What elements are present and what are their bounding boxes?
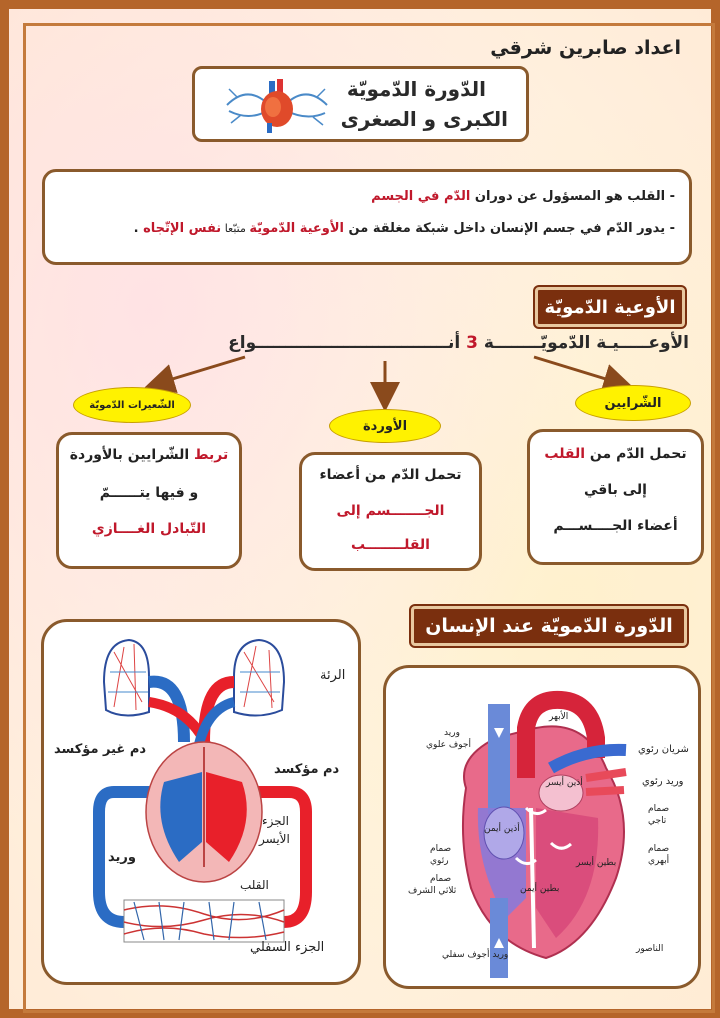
title-line-2: الكبرى و الصغرى xyxy=(340,107,508,131)
label-mitral-1: صمام xyxy=(648,804,670,814)
circulation-diagram-card xyxy=(41,619,361,985)
capillary-bed-icon xyxy=(124,900,284,942)
label-septum: الناصور xyxy=(636,944,664,954)
label-capillaries: الشّعيرات الدّمويّة xyxy=(73,387,191,423)
veins-line-2: الجـــــــسم إلى xyxy=(336,503,445,519)
arteries-line-1-highlight: القلب xyxy=(544,446,586,462)
label-arteries: الشّرايين xyxy=(575,385,691,421)
label-lungs: الرئة xyxy=(320,668,346,683)
label-aorta: الأبهر xyxy=(549,712,569,722)
veins-line-1: تحمل الدّم من أعضاء xyxy=(319,467,462,483)
label-pulmonary-valve-2: رئوي xyxy=(430,856,449,866)
label-aortic-1: صمام xyxy=(648,844,670,854)
label-svc-1: وريد xyxy=(444,728,460,738)
label-pulmonary-valve-1: صمام xyxy=(430,844,452,854)
circulation-diagram xyxy=(44,622,361,985)
heart-thumbnail-icon xyxy=(217,75,337,137)
label-left-part-2: الأيسر xyxy=(259,832,290,846)
label-pulmonary-vein: وريد رئوي xyxy=(642,776,684,787)
arteries-line-2: إلى باقي xyxy=(584,482,647,498)
capillaries-line-2: و فيها يتــــــمّ xyxy=(99,485,199,501)
capillaries-line-1 xyxy=(59,447,239,463)
types-prefix: الأوعـــــيـة الدّمويّــــــــة xyxy=(477,333,689,353)
card-veins xyxy=(299,452,482,571)
section-tag-vessels: الأوعية الدّمويّة xyxy=(535,287,685,327)
card-capillaries xyxy=(56,432,242,569)
capillaries-line-1-text: الشّرايين بالأوردة xyxy=(69,447,195,463)
types-suffix: أنـــــــــــــــــــــــــــــــــواع xyxy=(228,333,467,353)
arteries-line-3-text: أعضاء الجــــســـم xyxy=(553,518,678,534)
types-count: 3 xyxy=(466,333,478,353)
arteries-line-3 xyxy=(530,518,701,534)
label-pulmonary-artery: شريان رئوي xyxy=(638,744,689,755)
label-svc-2: أجوف علوي xyxy=(426,740,471,750)
label-oxygenated: دم مؤكسد xyxy=(274,762,340,777)
intro-line-2-end: . xyxy=(133,221,144,236)
label-ivc: وريد أجوف سفلي xyxy=(442,950,509,960)
label-right-atrium: أذين أيمن xyxy=(484,824,520,834)
intro-line-1 xyxy=(59,182,675,212)
capillaries-line-3: التّبادل الغــــازي xyxy=(91,521,207,537)
intro-line-1-text: - القلب هو المسؤول عن دوران xyxy=(470,189,675,204)
arteries-line-1-text: تحمل الدّم من xyxy=(585,446,687,462)
label-right-ventricle: بطين أيمن xyxy=(520,884,560,894)
heart-anatomy-icon xyxy=(463,700,626,978)
label-left-atrium: أذين أيسر xyxy=(546,778,583,788)
label-heart: القلب xyxy=(240,878,269,892)
label-left-part-1: الجزء xyxy=(262,814,289,828)
label-left-ventricle: بطين أيسر xyxy=(576,858,617,868)
heart-anatomy-diagram xyxy=(386,668,701,989)
card-arteries xyxy=(527,429,704,565)
intro-line-2 xyxy=(59,214,675,244)
intro-line-2-connector: متبّعا xyxy=(221,222,250,235)
section-tag-circulation: الدّورة الدّمويّة عند الإنسان xyxy=(411,606,687,646)
intro-line-1-highlight: الدّم في الجسم xyxy=(371,189,471,204)
label-tricuspid-2: ثلاثي الشرف xyxy=(408,886,457,896)
heart-diagram-card xyxy=(383,665,701,989)
label-lower-part: الجزء السفلي xyxy=(250,940,325,955)
author-credit: اعداد صابرين شرقي xyxy=(490,37,681,59)
title-box xyxy=(192,66,529,142)
capillaries-line-1-highlight: تربط xyxy=(194,447,229,463)
intro-line-2-highlight-direction: نفس الإتّجاه xyxy=(143,221,222,236)
lungs-icon xyxy=(104,640,284,716)
veins-line-3: القلــــــــب xyxy=(351,537,430,553)
label-vein: وريد xyxy=(108,850,136,865)
intro-line-2-highlight-vessels: الأوعية الدّمويّة xyxy=(249,221,345,236)
intro-box xyxy=(42,169,692,265)
arteries-line-1 xyxy=(530,446,701,462)
intro-line-2-text: - يدور الدّم في جسم الإنسان داخل شبكة مغلقة من xyxy=(344,221,675,236)
label-deoxygenated: دم غير مؤكسد xyxy=(54,742,147,757)
label-aortic-2: أبهري xyxy=(648,856,670,866)
heart-icon xyxy=(146,742,262,882)
label-tricuspid-1: صمام xyxy=(430,874,452,884)
label-mitral-2: تاجي xyxy=(648,816,667,826)
vessel-types-line xyxy=(87,333,689,361)
title-line-1: الدّورة الدّمويّة xyxy=(346,77,486,101)
label-veins: الأوردة xyxy=(329,409,441,443)
